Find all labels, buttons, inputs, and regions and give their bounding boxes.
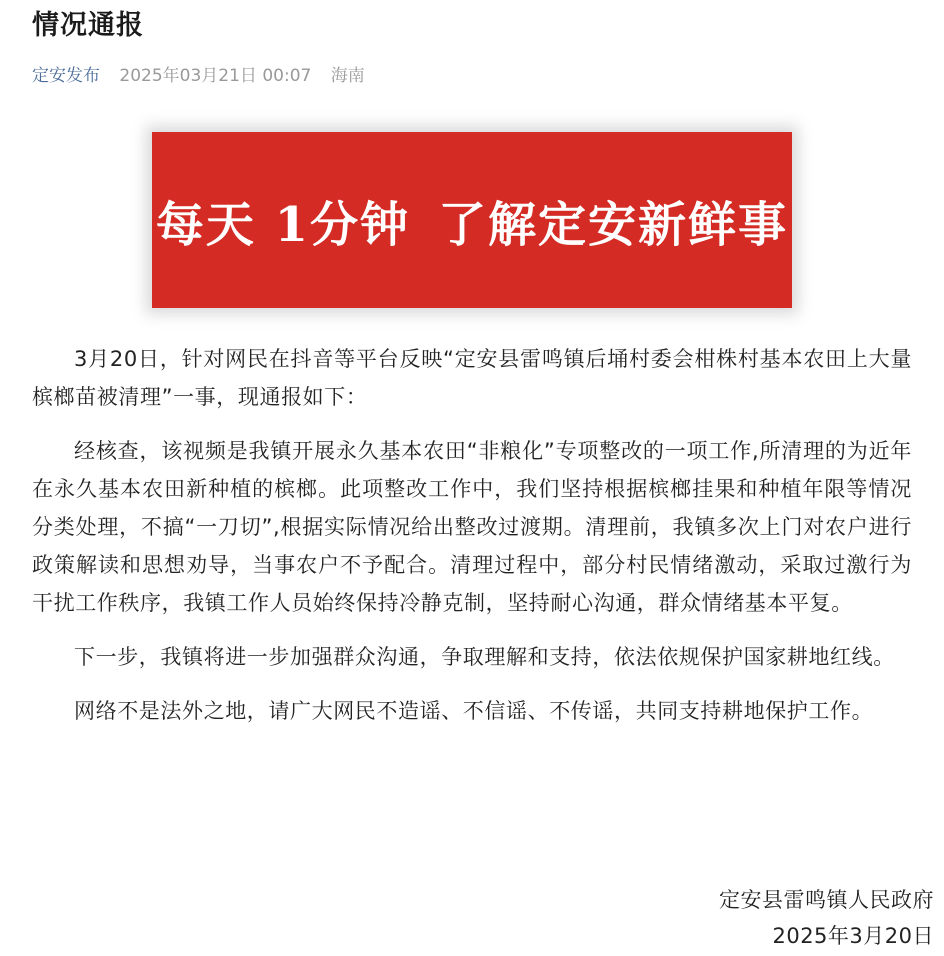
signature-date: 2025年3月20日 [772,924,934,948]
banner-text-part1: 每天 1分钟 [155,196,411,253]
banner-image [152,132,792,308]
source-account-link[interactable]: 定安发布 [32,66,100,86]
article-meta [32,62,365,90]
paragraph-1: 3月20日，针对网民在抖音等平台反映“定安县雷鸣镇后埇村委会柑株村基本农田上大量槟榔苗被清理”一事，现通报如下： [32,347,912,409]
paragraph-3: 下一步，我镇将进一步加强群众沟通，争取理解和支持，依法依规保护国家耕地红线。 [74,645,895,669]
article-title: 情况通报 [32,10,144,41]
banner-text [156,186,788,255]
paragraph-4: 网络不是法外之地，请广大网民不造谣、不信谣、不传谣，共同支持耕地保护工作。 [74,699,874,723]
publish-location: 海南 [330,66,365,86]
banner-text-part2: 了解定安新鲜事 [438,196,789,253]
publish-date: 2025年03月21日 00:07 [119,66,312,86]
paragraph-2: 经核查，该视频是我镇开展永久基本农田“非粮化”专项整改的一项工作,所清理的为近年在永久基本农田新种植的槟榔。此项整改工作中，我们坚持根据槟榔挂果和种植年限等情况分类处理，不搞“一刀切”,根据实际情况给出整改过渡期。清理前，我镇多次上门对农户进行政策解读和思想劝导，当事农户不予配合。清理过程中，部分村民情绪激动，采取过激行为干扰工作秩序，我镇工作人员始终保持冷静克制，坚持耐心沟通，群众情绪基本平复。 [32,439,912,615]
article-body [32,340,912,746]
signature-block [719,882,934,954]
signature-org: 定安县雷鸣镇人民政府 [719,888,934,912]
